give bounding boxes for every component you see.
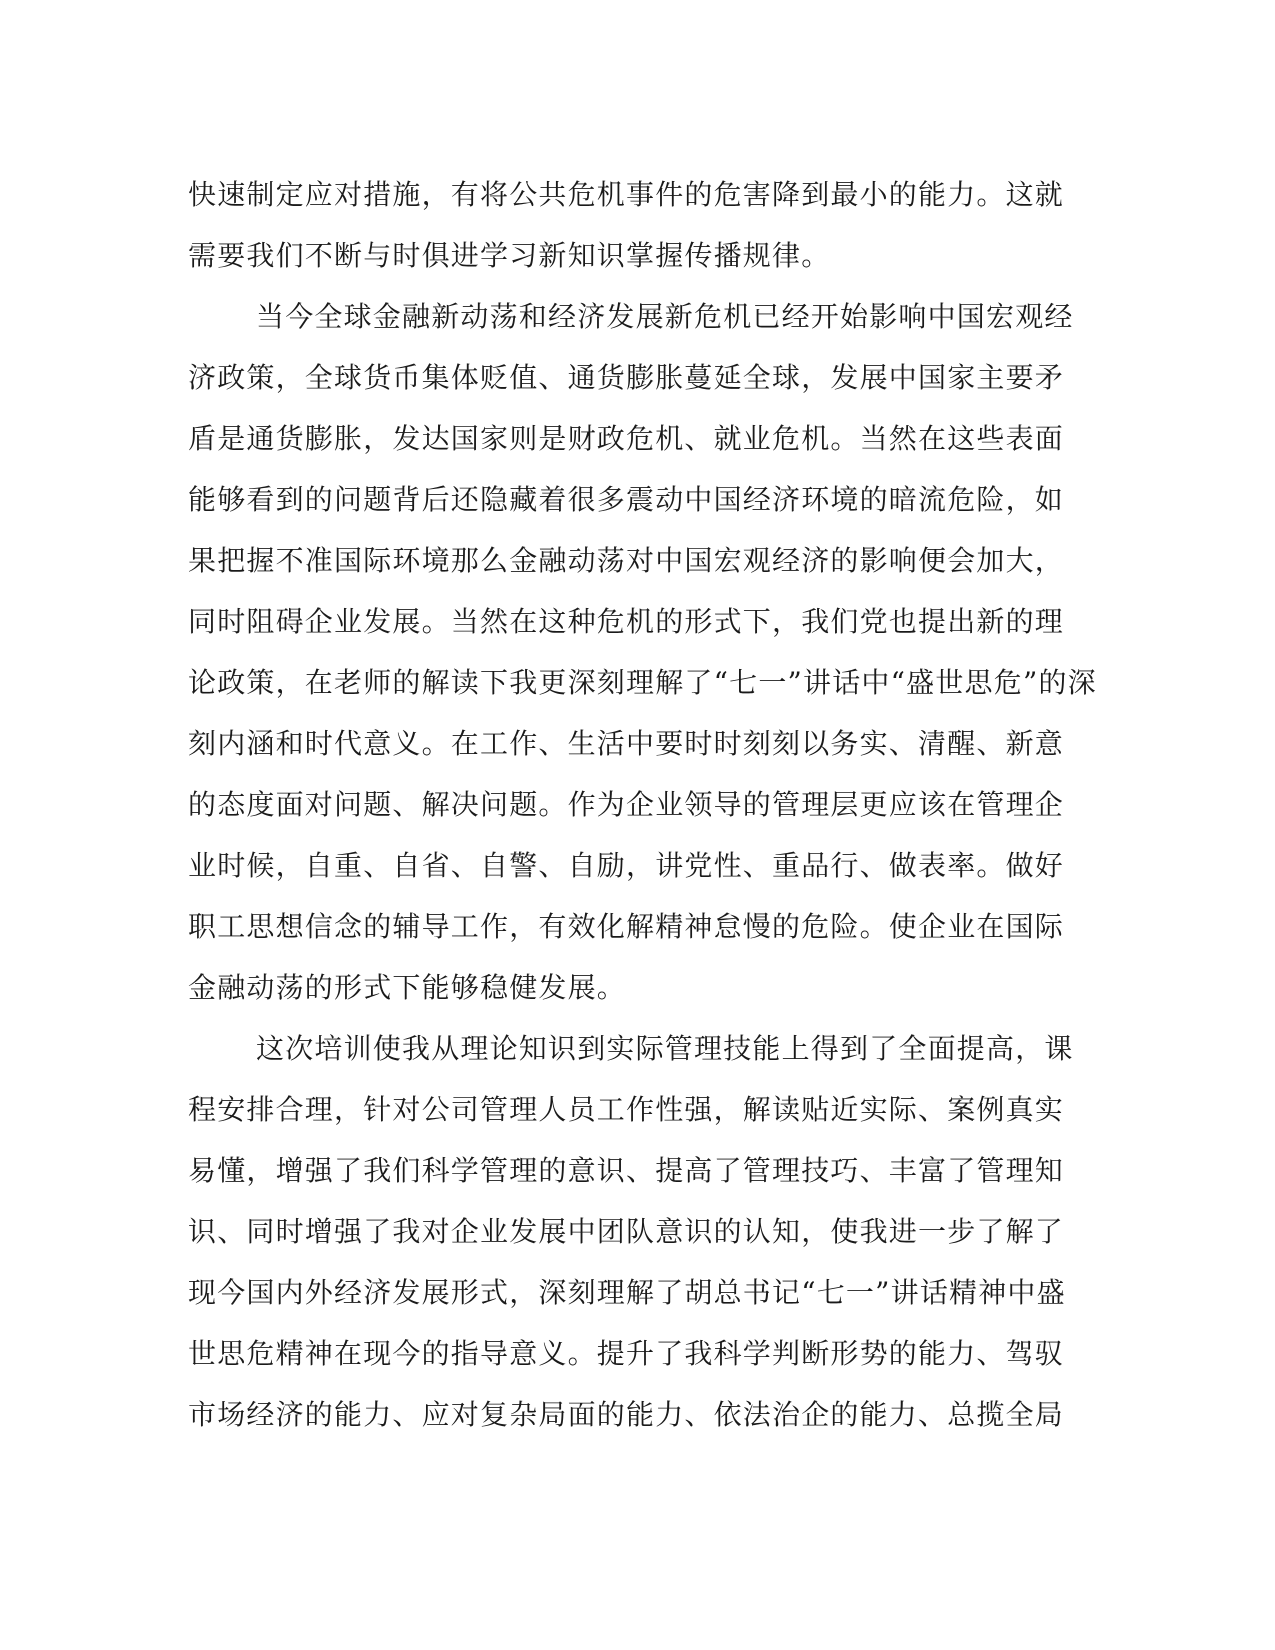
text-line: 职工思想信念的辅导工作，有效化解精神怠慢的危险。使企业在国际 — [188, 910, 1065, 943]
text-line: 金融动荡的形式下能够稳健发展。 — [188, 971, 627, 1004]
text-line: 需要我们不断与时俱进学习新知识掌握传播规律。 — [188, 239, 831, 272]
text-line: 刻内涵和时代意义。在工作、生活中要时时刻刻以务实、清醒、新意 — [188, 727, 1065, 760]
paragraph-financial-crisis — [188, 286, 1097, 1018]
text-line: 程安排合理，针对公司管理人员工作性强，解读贴近实际、案例真实 — [188, 1093, 1065, 1126]
text-line: 的态度面对问题、解决问题。作为企业领导的管理层更应该在管理企 — [188, 788, 1065, 821]
text-line: 当今全球金融新动荡和经济发展新危机已经开始影响中国宏观经 — [256, 300, 1074, 333]
text-line: 市场经济的能力、应对复杂局面的能力、依法治企的能力、总揽全局 — [188, 1398, 1065, 1431]
text-line: 易懂，增强了我们科学管理的意识、提高了管理技巧、丰富了管理知 — [188, 1154, 1065, 1187]
text-line: 论政策，在老师的解读下我更深刻理解了“七一”讲话中“盛世思危”的深 — [188, 666, 1097, 699]
text-line: 能够看到的问题背后还隐藏着很多震动中国经济环境的暗流危险，如 — [188, 483, 1065, 516]
text-line: 现今国内外经济发展形式，深刻理解了胡总书记“七一”讲话精神中盛 — [188, 1276, 1066, 1309]
text-line: 同时阻碍企业发展。当然在这种危机的形式下，我们党也提出新的理 — [188, 605, 1065, 638]
text-line: 这次培训使我从理论知识到实际管理技能上得到了全面提高，课 — [256, 1032, 1074, 1065]
text-line: 果把握不准国际环境那么金融动荡对中国宏观经济的影响便会加大， — [188, 544, 1065, 577]
text-line: 盾是通货膨胀，发达国家则是财政危机、就业危机。当然在这些表面 — [188, 422, 1065, 455]
text-line: 济政策，全球货币集体贬值、通货膨胀蔓延全球，发展中国家主要矛 — [188, 361, 1065, 394]
document-body — [188, 164, 1097, 1445]
paragraph-training-summary — [188, 1018, 1088, 1445]
text-line: 世思危精神在现今的指导意义。提升了我科学判断形势的能力、驾驭 — [188, 1337, 1065, 1370]
paragraph-continuation — [188, 164, 1088, 286]
text-line: 业时候，自重、自省、自警、自励，讲党性、重品行、做表率。做好 — [188, 849, 1065, 882]
text-line: 识、同时增强了我对企业发展中团队意识的认知，使我进一步了解了 — [188, 1215, 1065, 1248]
text-line: 快速制定应对措施，有将公共危机事件的危害降到最小的能力。这就 — [188, 178, 1065, 211]
